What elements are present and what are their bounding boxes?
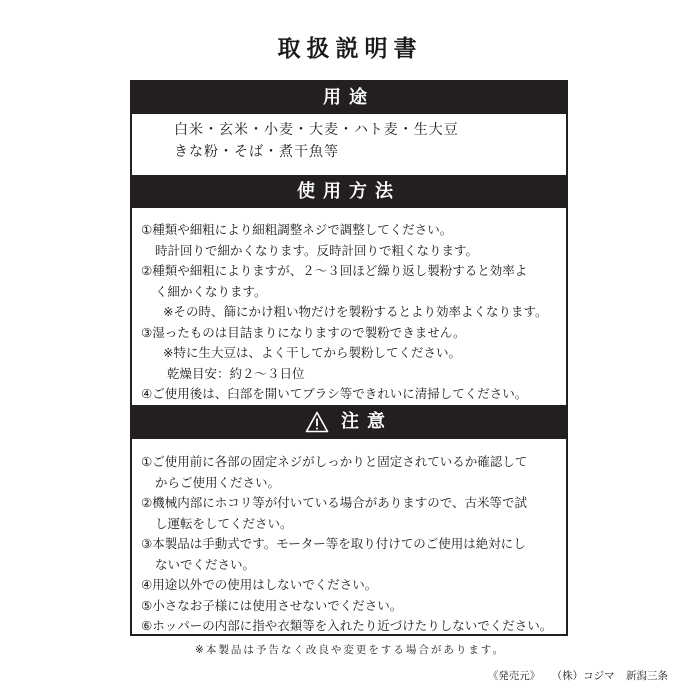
document-title: 取扱説明書 — [277, 36, 423, 62]
warning-triangle-icon — [305, 411, 329, 433]
method-line: ※特に生大豆は、よく干してから製粉してください。 — [163, 345, 461, 360]
disclaimer-note: ※本製品は予告なく改良や変更をする場合があります。 — [195, 644, 505, 656]
method-line: ①種類や細粗により細粗調整ネジで調整してください。 — [141, 222, 453, 237]
caution-line: し運転をしてください。 — [155, 515, 293, 531]
caution-body — [132, 452, 566, 637]
caution-heading — [132, 405, 566, 439]
caution-line: ③本製品は手動式です。モーター等を取り付けてのご使用は絶対にし — [141, 536, 526, 551]
caution-heading-label: 注意 — [341, 411, 393, 432]
caution-line: ②機械内部にホコリ等が付いている場合がありますので、古米等で試 — [141, 495, 527, 510]
uses-body — [132, 119, 566, 163]
method-line: ※その時、篩にかけ粗い物だけを製粉するとより効率よくなります。 — [163, 304, 548, 319]
method-line: ②種類や細粗によりますが、２～３回ほど繰り返し製粉すると効率よ — [141, 263, 528, 278]
method-line: 時計回りで細かくなります。反時計回りで粗くなります。 — [155, 242, 479, 258]
distributor-company: （株）コジマ — [551, 670, 615, 682]
uses-line: 白米・玄米・小麦・大麦・ハト麦・生大豆 — [174, 122, 459, 138]
caution-line: ないでください。 — [155, 556, 256, 572]
caution-line: ①ご使用前に各部の固定ネジがしっかりと固定されているか確認して — [141, 454, 528, 469]
method-heading: 使用方法 — [132, 175, 566, 208]
method-line: ③湿ったものは目詰まりになりますので製粉できません。 — [141, 324, 466, 340]
uses-line: きな粉・そば・煮干魚等 — [174, 144, 339, 160]
method-line: 乾燥目安：約２～３日位 — [167, 365, 305, 381]
caution-line: からご使用ください。 — [155, 474, 281, 490]
distributor-label: 《発売元》 — [487, 670, 541, 682]
distributor-info — [480, 668, 668, 683]
uses-heading: 用途 — [132, 82, 566, 114]
instruction-frame — [130, 80, 568, 636]
distributor-location: 新潟三条 — [626, 670, 668, 682]
method-line: く細かくなります。 — [155, 283, 267, 299]
caution-line: ⑤小さなお子様には使用させないでください。 — [141, 597, 403, 613]
method-line: ④ご使用後は、臼部を開いてブラシ等できれいに清掃してください。 — [141, 386, 528, 401]
caution-line: ⑥ホッパーの内部に指や衣類等を入れたり近づけたりしないでください。 — [141, 618, 553, 633]
caution-line: ④用途以外での使用はしないでください。 — [141, 577, 378, 592]
method-body — [132, 220, 566, 405]
